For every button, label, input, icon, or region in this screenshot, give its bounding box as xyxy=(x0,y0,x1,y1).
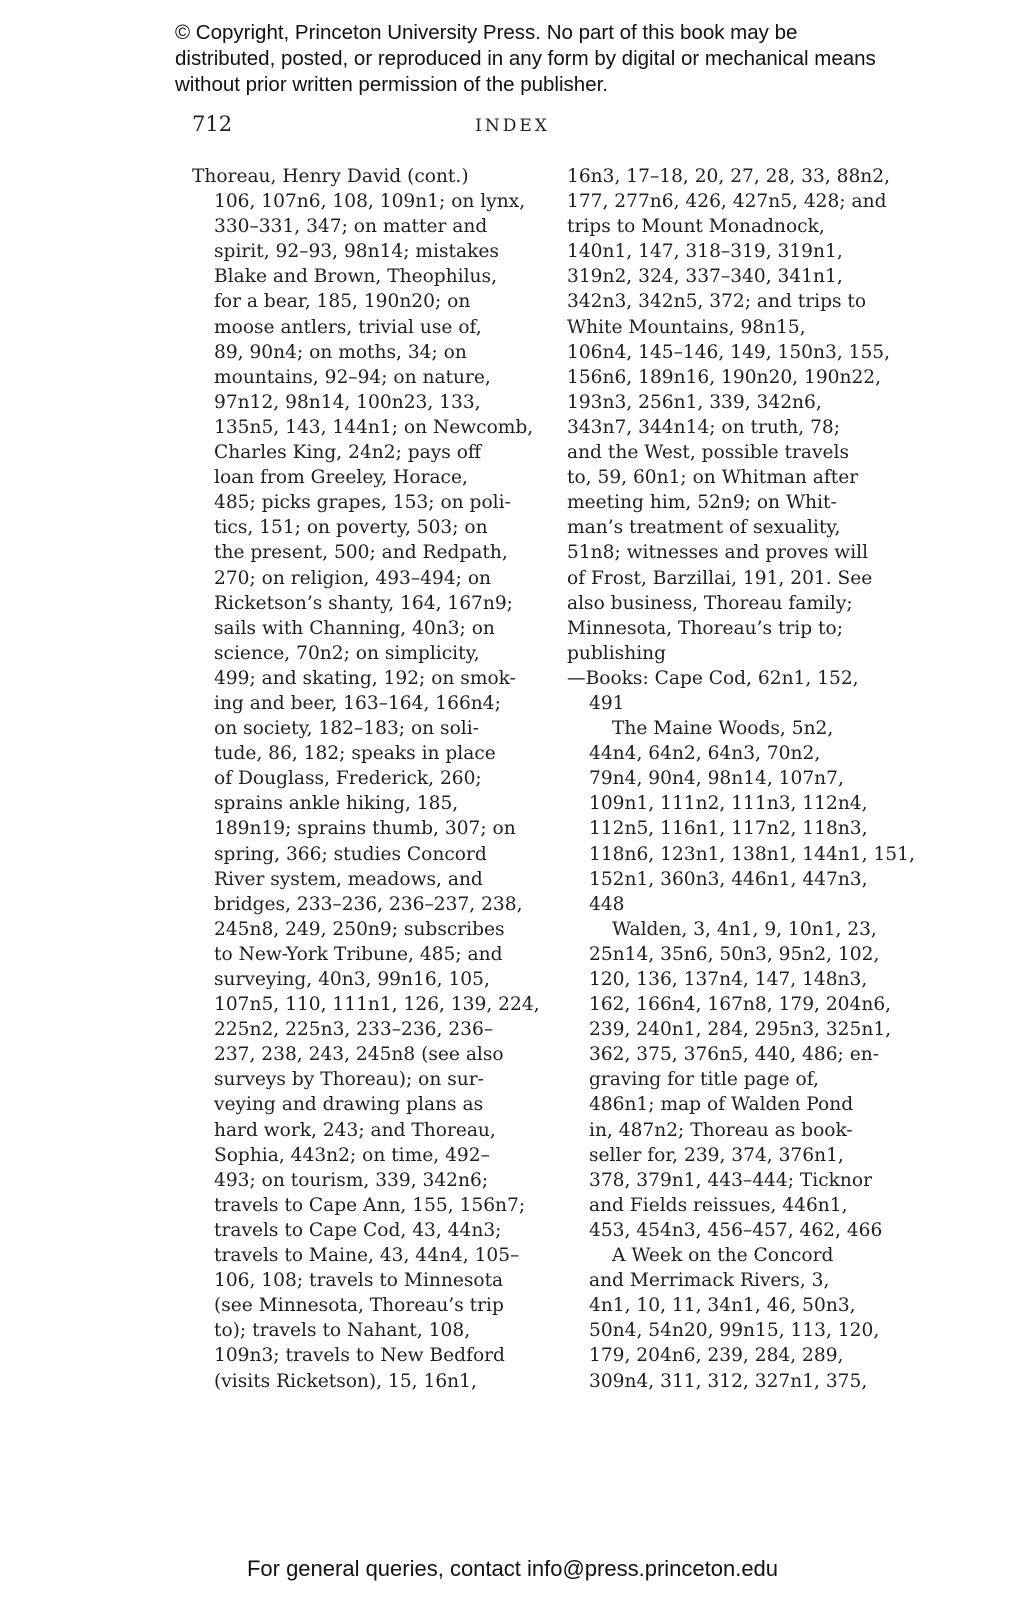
index-line: —Books: Cape Cod, 62n1, 152, xyxy=(567,667,859,689)
index-line: 109n1, 111n2, 111n3, 112n4, xyxy=(589,793,868,815)
index-line: and Merrimack Rivers, 3, xyxy=(589,1270,830,1292)
index-line: 79n4, 90n4, 98n14, 107n7, xyxy=(589,768,844,790)
index-column-right xyxy=(567,164,915,1394)
index-line: 179, 204n6, 239, 284, 289, xyxy=(589,1345,844,1367)
index-line: 109n3; travels to New Bedford xyxy=(214,1345,505,1367)
index-line: and Fields reissues, 446n1, xyxy=(589,1194,848,1216)
index-line: travels to Cape Cod, 43, 44n3; xyxy=(214,1219,502,1241)
running-head: INDEX xyxy=(475,116,550,136)
index-line: Walden, 3, 4n1, 9, 10n1, 23, xyxy=(612,918,877,940)
index-line: River system, meadows, and xyxy=(214,868,483,890)
index-line: in, 487n2; Thoreau as book- xyxy=(589,1119,853,1141)
index-line: hard work, 243; and Thoreau, xyxy=(214,1119,496,1141)
index-line: sprains ankle hiking, 185, xyxy=(214,793,459,815)
index-line: ing and beer, 163–164, 166n4; xyxy=(214,692,501,714)
index-line: Charles King, 24n2; pays off xyxy=(214,442,482,464)
index-line: 343n7, 344n14; on truth, 78; xyxy=(567,416,841,438)
page-number: 712 xyxy=(192,112,233,136)
index-line: man’s treatment of sexuality, xyxy=(567,517,841,539)
index-line: 16n3, 17–18, 20, 27, 28, 33, 88n2, xyxy=(567,166,891,187)
index-line: 193n3, 256n1, 339, 342n6, xyxy=(567,391,822,413)
index-line: Blake and Brown, Theophilus, xyxy=(214,266,497,288)
index-line: 362, 375, 376n5, 440, 486; en- xyxy=(589,1044,879,1066)
index-line: 107n5, 110, 111n1, 126, 139, 224, xyxy=(214,994,540,1016)
index-line: 448 xyxy=(589,893,625,915)
index-line: 319n2, 324, 337–340, 341n1, xyxy=(567,266,843,288)
index-line: 51n8; witnesses and proves will xyxy=(567,542,869,564)
index-line: 309n4, 311, 312, 327n1, 375, xyxy=(589,1370,868,1392)
index-line: 378, 379n1, 443–444; Ticknor xyxy=(589,1169,872,1191)
index-line: (see Minnesota, Thoreau’s trip xyxy=(214,1295,504,1317)
index-line: tude, 86, 182; speaks in place xyxy=(214,743,496,765)
index-line: 50n4, 54n20, 99n15, 113, 120, xyxy=(589,1320,880,1342)
index-line: also business, Thoreau family; xyxy=(567,592,853,614)
index-line: 239, 240n1, 284, 295n3, 325n1, xyxy=(589,1019,892,1041)
index-line: 135n5, 143, 144n1; on Newcomb, xyxy=(214,416,534,438)
index-line: sails with Channing, 40n3; on xyxy=(214,617,495,639)
index-line: The Maine Woods, 5n2, xyxy=(612,718,834,740)
index-line: for a bear, 185, 190n20; on xyxy=(214,291,471,313)
index-line: White Mountains, 98n15, xyxy=(567,316,806,338)
index-line: surveys by Thoreau); on sur- xyxy=(214,1069,484,1091)
index-line: Ricketson’s shanty, 164, 167n9; xyxy=(214,592,513,614)
index-line: 25n14, 35n6, 50n3, 95n2, 102, xyxy=(589,943,880,965)
index-line: 106, 107n6, 108, 109n1; on lynx, xyxy=(214,191,526,213)
index-line: 118n6, 123n1, 138n1, 144n1, 151, xyxy=(589,843,915,865)
index-line: 89, 90n4; on moths, 34; on xyxy=(214,341,467,363)
index-line: (visits Ricketson), 15, 16n1, xyxy=(214,1370,477,1392)
index-line: 106n4, 145–146, 149, 150n3, 155, xyxy=(567,341,891,363)
index-line: to, 59, 60n1; on Whitman after xyxy=(567,467,859,489)
index-line: travels to Maine, 43, 44n4, 105– xyxy=(214,1245,520,1267)
index-line: 270; on religion, 493–494; on xyxy=(214,567,491,589)
index-line: meeting him, 52n9; on Whit- xyxy=(567,492,837,514)
index-line: Minnesota, Thoreau’s trip to; xyxy=(567,617,843,639)
copyright-notice: © Copyright, Princeton University Press. No part of this book may be distributed, posted, or reproduced in any form by digital or mechanical means without prior written permission of the publisher. xyxy=(175,21,876,96)
index-line: 189n19; sprains thumb, 307; on xyxy=(214,818,516,840)
index-line: 112n5, 116n1, 117n2, 118n3, xyxy=(589,818,868,840)
index-line: surveying, 40n3, 99n16, 105, xyxy=(214,969,490,990)
index-line: A Week on the Concord xyxy=(612,1245,834,1267)
index-line: publishing xyxy=(567,642,667,664)
index-line: 237, 238, 243, 245n8 (see also xyxy=(214,1044,504,1066)
index-line: 491 xyxy=(589,692,625,714)
index-line: of Douglass, Frederick, 260; xyxy=(214,768,482,790)
contact-footer: For general queries, contact info@press.princeton.edu xyxy=(246,1556,779,1581)
index-line: moose antlers, trivial use of, xyxy=(214,316,482,338)
index-line: 97n12, 98n14, 100n23, 133, xyxy=(214,391,481,413)
index-line: 106, 108; travels to Minnesota xyxy=(214,1270,504,1292)
index-line: 44n4, 64n2, 64n3, 70n2, xyxy=(589,743,821,765)
index-line: 453, 454n3, 456–457, 462, 466 xyxy=(589,1219,883,1241)
index-line: 120, 136, 137n4, 147, 148n3, xyxy=(589,969,868,990)
index-line: spring, 366; studies Concord xyxy=(214,843,487,865)
index-column-left xyxy=(192,164,540,1394)
index-line: Sophia, 443n2; on time, 492– xyxy=(214,1144,490,1166)
index-line: on society, 182–183; on soli- xyxy=(214,718,479,740)
index-line: veying and drawing plans as xyxy=(214,1094,484,1116)
index-line: and the West, possible travels xyxy=(567,442,850,464)
index-line: 140n1, 147, 318–319, 319n1, xyxy=(567,241,843,263)
index-line: 245n8, 249, 250n9; subscribes xyxy=(214,918,505,940)
index-line: 156n6, 189n16, 190n20, 190n22, xyxy=(567,366,882,388)
index-line: tics, 151; on poverty, 503; on xyxy=(214,517,488,539)
index-line: 486n1; map of Walden Pond xyxy=(589,1094,854,1116)
index-line: science, 70n2; on simplicity, xyxy=(214,642,480,664)
index-line: bridges, 233–236, 236–237, 238, xyxy=(214,893,523,915)
index-line: 177, 277n6, 426, 427n5, 428; and xyxy=(567,191,887,213)
index-line: 485; picks grapes, 153; on poli- xyxy=(214,492,511,514)
index-line: loan from Greeley, Horace, xyxy=(214,467,468,489)
index-line: graving for title page of, xyxy=(589,1069,819,1091)
index-line: of Frost, Barzillai, 191, 201. See xyxy=(567,567,873,589)
index-line: to); travels to Nahant, 108, xyxy=(214,1320,471,1342)
index-line: 225n2, 225n3, 233–236, 236– xyxy=(214,1019,494,1041)
index-line: Thoreau, Henry David (cont.) xyxy=(192,166,469,187)
index-line: 342n3, 342n5, 372; and trips to xyxy=(567,291,867,313)
index-line: spirit, 92–93, 98n14; mistakes xyxy=(214,241,499,263)
index-line: 330–331, 347; on matter and xyxy=(214,216,488,238)
index-line: travels to Cape Ann, 155, 156n7; xyxy=(214,1194,526,1216)
index-line: 152n1, 360n3, 446n1, 447n3, xyxy=(589,868,868,890)
index-line: 4n1, 10, 11, 34n1, 46, 50n3, xyxy=(589,1295,856,1317)
index-line: trips to Mount Monadnock, xyxy=(567,216,825,238)
index-line: mountains, 92–94; on nature, xyxy=(214,366,491,388)
index-line: 162, 166n4, 167n8, 179, 204n6, xyxy=(589,994,892,1016)
index-line: to New-York Tribune, 485; and xyxy=(214,943,503,965)
index-line: 499; and skating, 192; on smok- xyxy=(214,667,516,689)
index-line: the present, 500; and Redpath, xyxy=(214,542,508,564)
index-line: seller for, 239, 374, 376n1, xyxy=(589,1144,844,1166)
index-line: 493; on tourism, 339, 342n6; xyxy=(214,1169,489,1191)
